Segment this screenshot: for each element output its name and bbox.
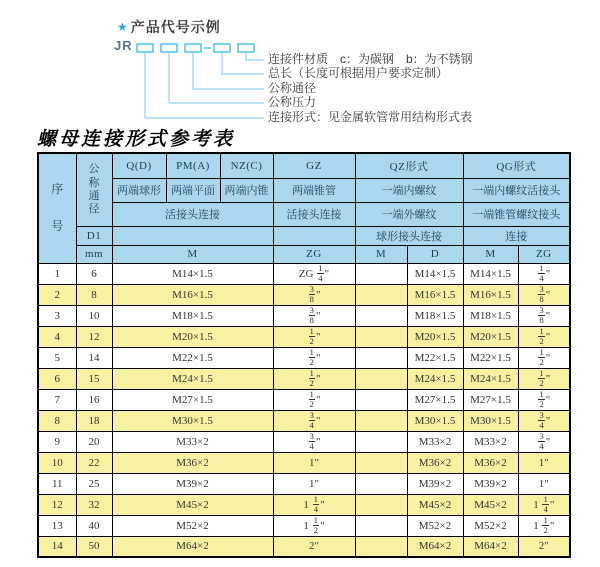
header-qz-col1: M — [355, 245, 407, 263]
table-cell: M30×1.5 — [407, 410, 463, 431]
header-thread-m: M — [112, 245, 273, 263]
table-cell: 16 — [76, 389, 112, 410]
header-type-nz: 两端内锥 — [220, 178, 273, 202]
table-row — [38, 263, 570, 284]
table-cell: $\frac{1}{2}$ " — [518, 389, 570, 410]
table-cell: 10 — [76, 305, 112, 326]
table-cell: 6 — [76, 263, 112, 284]
table-cell: 12 — [76, 326, 112, 347]
table-cell: $\frac{1}{2}$ " — [518, 368, 570, 389]
table-cell — [355, 515, 407, 536]
table-cell — [355, 389, 407, 410]
table-cell: M52×2 — [407, 515, 463, 536]
table-row — [38, 389, 570, 410]
header-qz-col2: D — [407, 245, 463, 263]
code-box-3 — [185, 44, 201, 52]
table-cell: 1 $\frac{1}{4}$ " — [518, 494, 570, 515]
table-cell: M27×1.5 — [407, 389, 463, 410]
table-cell: 12 — [38, 494, 76, 515]
table-cell: 25 — [76, 473, 112, 494]
label-connection: 连接形式：见金属软管常用结构形式表 — [268, 110, 473, 124]
table-cell: $\frac{1}{2}$ " — [273, 347, 355, 368]
table-cell — [355, 536, 407, 557]
table-cell: M33×2 — [463, 431, 518, 452]
leader-line-diameter — [193, 53, 264, 89]
table-cell: M22×1.5 — [112, 347, 273, 368]
table-row — [38, 536, 570, 557]
table-cell: 1 — [38, 263, 76, 284]
table-cell: 50 — [76, 536, 112, 557]
product-code-prefix: JR — [114, 38, 133, 53]
header-code-qg: QG形式 — [463, 153, 570, 178]
table-cell: M33×2 — [112, 431, 273, 452]
header-thread-zg: ZG — [273, 245, 355, 263]
label-length: 总长（长度可根据用户要求定制） — [268, 66, 449, 80]
diagram-heading-text: 产品代号示例 — [130, 19, 221, 35]
header-qg-col2: ZG — [518, 245, 570, 263]
table-cell: $\frac{1}{4}$ " — [518, 263, 570, 284]
table-cell: M16×1.5 — [407, 284, 463, 305]
table-cell: 18 — [76, 410, 112, 431]
table-cell: $\frac{3}{4}$ " — [518, 431, 570, 452]
header-unit-mm: mm — [76, 245, 112, 263]
table-cell: 5 — [38, 347, 76, 368]
table-cell: 10 — [38, 452, 76, 473]
header-d1: D1 — [76, 226, 112, 245]
table-row — [38, 473, 570, 494]
header-code-gz: GZ — [273, 153, 355, 178]
table-cell — [355, 263, 407, 284]
header-blank-qpn — [112, 226, 273, 245]
table-row — [38, 326, 570, 347]
fraction: $\frac{3}{8}$ — [309, 305, 314, 325]
table-cell: $\frac{1}{2}$ " — [273, 326, 355, 347]
fraction: $\frac{1}{4}$ — [543, 494, 548, 514]
fraction: $\frac{1}{2}$ — [313, 515, 319, 535]
code-box-4 — [214, 44, 230, 52]
table-cell: $\frac{3}{8}$ " — [518, 284, 570, 305]
table-cell: M16×1.5 — [112, 284, 273, 305]
table-cell: M24×1.5 — [407, 368, 463, 389]
table-cell: M20×1.5 — [463, 326, 518, 347]
label-pressure: 公称压力 — [268, 95, 317, 109]
table-row — [38, 410, 570, 431]
table-cell: 1" — [518, 473, 570, 494]
table-row — [38, 368, 570, 389]
table-title: 螺母连接形式参考表 — [37, 129, 236, 150]
table-cell: 3 — [38, 305, 76, 326]
table-cell: M64×2 — [407, 536, 463, 557]
table-cell: M36×2 — [463, 452, 518, 473]
table-cell: M45×2 — [463, 494, 518, 515]
table-cell: M45×2 — [407, 494, 463, 515]
leader-line-connection — [145, 53, 264, 118]
table-row — [38, 305, 570, 326]
table-cell: 1" — [273, 452, 355, 473]
table-cell: $\frac{3}{4}$ " — [518, 410, 570, 431]
table-row — [38, 284, 570, 305]
table-cell — [355, 494, 407, 515]
table-cell: $\frac{1}{2}$ " — [273, 368, 355, 389]
header-code-pm: PM(A) — [166, 153, 220, 178]
table-cell: M45×2 — [112, 494, 273, 515]
table-cell: M52×2 — [463, 515, 518, 536]
leader-line-length — [222, 53, 264, 74]
header-blank-gz — [273, 226, 355, 245]
table-cell: 22 — [76, 452, 112, 473]
nut-connection-table — [37, 152, 571, 558]
header-union-joint-qpn: 活接头连接 — [112, 202, 273, 226]
table-cell: 20 — [76, 431, 112, 452]
table-cell: M24×1.5 — [463, 368, 518, 389]
table-cell — [355, 452, 407, 473]
table-cell: M39×2 — [112, 473, 273, 494]
fraction: $\frac{3}{8}$ — [539, 284, 544, 304]
table-cell: 2" — [273, 536, 355, 557]
table-cell: M64×2 — [112, 536, 273, 557]
table-cell: M39×2 — [407, 473, 463, 494]
star-icon: ★ — [117, 20, 129, 34]
header-code-qz: QZ形式 — [355, 153, 463, 178]
table-cell: $\frac{3}{4}$ " — [273, 431, 355, 452]
table-cell — [355, 284, 407, 305]
table-cell: M20×1.5 — [112, 326, 273, 347]
header-dn: 公称通径 — [76, 153, 112, 226]
fraction: $\frac{1}{2}$ — [309, 347, 314, 367]
header-qg-col1: M — [463, 245, 518, 263]
header-type-gz: 两端锥管 — [273, 178, 355, 202]
label-diameter: 公称通径 — [268, 81, 317, 95]
table-cell: 11 — [38, 473, 76, 494]
header-qz-line2: 一端内螺纹 — [355, 178, 463, 202]
table-cell: M64×2 — [463, 536, 518, 557]
table-cell: M27×1.5 — [112, 389, 273, 410]
table-cell: M30×1.5 — [463, 410, 518, 431]
table-cell: M22×1.5 — [463, 347, 518, 368]
table-cell: $\frac{3}{8}$ " — [273, 305, 355, 326]
table-cell — [355, 305, 407, 326]
fraction: $\frac{1}{2}$ — [309, 326, 314, 346]
fraction: $\frac{3}{4}$ — [309, 410, 314, 430]
table-row — [38, 452, 570, 473]
fraction: $\frac{1}{2}$ — [309, 368, 314, 388]
table-cell: $\frac{1}{2}$ " — [518, 347, 570, 368]
table-cell: M18×1.5 — [463, 305, 518, 326]
code-box-2 — [161, 44, 177, 52]
table-cell: M18×1.5 — [112, 305, 273, 326]
table-cell: 7 — [38, 389, 76, 410]
fraction: $\frac{3}{8}$ — [539, 305, 544, 325]
header-type-q: 两端球形 — [112, 178, 166, 202]
table-cell: 9 — [38, 431, 76, 452]
table-cell: ZG $\frac{1}{4}$ " — [273, 263, 355, 284]
table-cell: M36×2 — [112, 452, 273, 473]
table-cell: 14 — [76, 347, 112, 368]
table-cell: 1" — [273, 473, 355, 494]
leader-line-material — [246, 53, 264, 60]
table-cell: 1 $\frac{1}{2}$ " — [273, 515, 355, 536]
table-cell — [355, 347, 407, 368]
header-qg-line3: 一端锥管螺纹接头 — [463, 202, 570, 226]
fraction: $\frac{1}{4}$ — [318, 263, 323, 283]
table-cell: 40 — [76, 515, 112, 536]
table-row — [38, 431, 570, 452]
table-cell: M30×1.5 — [112, 410, 273, 431]
table-body — [38, 263, 570, 557]
header-type-pm: 两端平面 — [166, 178, 220, 202]
fraction: $\frac{1}{2}$ — [309, 389, 314, 409]
header-code-nz: NZ(C) — [220, 153, 273, 178]
table-row — [38, 347, 570, 368]
fraction: $\frac{1}{2}$ — [539, 368, 544, 388]
fraction: $\frac{1}{4}$ — [313, 494, 319, 514]
header-qz-line4: 球形接头连接 — [355, 226, 463, 245]
fraction: $\frac{1}{2}$ — [539, 326, 544, 346]
table-cell: 13 — [38, 515, 76, 536]
table-cell: 6 — [38, 368, 76, 389]
label-material: 连接件材质 c：为碳钢 b：为不锈钢 — [268, 52, 473, 66]
table-cell — [355, 431, 407, 452]
table-cell: M14×1.5 — [407, 263, 463, 284]
header-qz-line3: 一端外螺纹 — [355, 202, 463, 226]
fraction: $\frac{1}{2}$ — [543, 515, 548, 535]
table-row — [38, 515, 570, 536]
table-cell: $\frac{3}{4}$ " — [273, 410, 355, 431]
table-cell: 4 — [38, 326, 76, 347]
table-cell: M24×1.5 — [112, 368, 273, 389]
table-cell: 2 — [38, 284, 76, 305]
code-box-1 — [137, 44, 153, 52]
table-cell: 14 — [38, 536, 76, 557]
table-cell: M14×1.5 — [112, 263, 273, 284]
table-cell: 32 — [76, 494, 112, 515]
fraction: $\frac{1}{4}$ — [539, 263, 544, 283]
table-cell — [355, 410, 407, 431]
table-cell: M52×2 — [112, 515, 273, 536]
header-qg-line2: 一端内螺纹活接头 — [463, 178, 570, 202]
table-cell: 8 — [76, 284, 112, 305]
table-cell: M27×1.5 — [463, 389, 518, 410]
table-cell: M22×1.5 — [407, 347, 463, 368]
table-cell: M33×2 — [407, 431, 463, 452]
table-row — [38, 494, 570, 515]
table-cell: $\frac{3}{8}$ " — [518, 305, 570, 326]
table-cell: M16×1.5 — [463, 284, 518, 305]
code-box-5 — [238, 44, 254, 52]
fraction: $\frac{1}{2}$ — [539, 347, 544, 367]
fraction: $\frac{3}{8}$ — [309, 284, 314, 304]
fraction: $\frac{3}{4}$ — [539, 431, 544, 451]
table-cell: M18×1.5 — [407, 305, 463, 326]
fraction: $\frac{3}{4}$ — [309, 431, 314, 451]
header-union-joint-gz: 活接头连接 — [273, 202, 355, 226]
fraction: $\frac{3}{4}$ — [539, 410, 544, 430]
table-cell: 1" — [518, 452, 570, 473]
table-cell — [355, 368, 407, 389]
header-qg-line4: 连接 — [463, 226, 570, 245]
table-cell: 1 $\frac{1}{2}$ " — [518, 515, 570, 536]
table-cell: $\frac{3}{8}$ " — [273, 284, 355, 305]
table-cell: 8 — [38, 410, 76, 431]
table-cell: 2" — [518, 536, 570, 557]
table-cell: M14×1.5 — [463, 263, 518, 284]
fraction: $\frac{1}{2}$ — [539, 389, 544, 409]
table-cell: $\frac{1}{2}$ " — [273, 389, 355, 410]
table-cell: 15 — [76, 368, 112, 389]
table-cell — [355, 326, 407, 347]
table-cell: $\frac{1}{2}$ " — [518, 326, 570, 347]
header-seq: 序号 — [38, 153, 76, 263]
table-cell — [355, 473, 407, 494]
header-code-q: Q(D) — [112, 153, 166, 178]
table-cell: M39×2 — [463, 473, 518, 494]
table-cell: M36×2 — [407, 452, 463, 473]
table-cell: M20×1.5 — [407, 326, 463, 347]
table-cell: 1 $\frac{1}{4}$ " — [273, 494, 355, 515]
